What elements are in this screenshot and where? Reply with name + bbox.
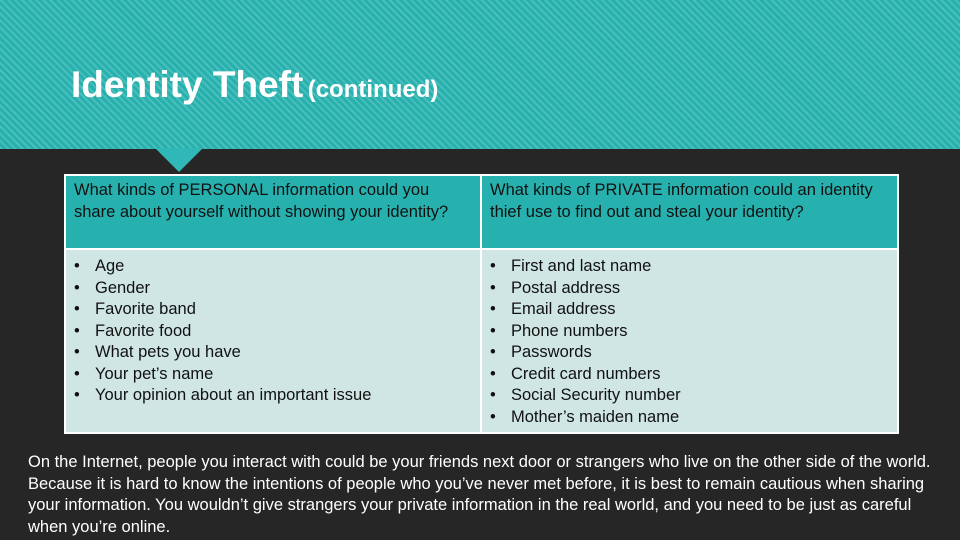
list-item: • Gender (74, 278, 472, 300)
list-item: • Phone numbers (490, 321, 889, 343)
list-item: • What pets you have (74, 342, 472, 364)
private-cell (481, 249, 898, 433)
list-item: • Social Security number (490, 385, 889, 407)
personal-cell (65, 249, 481, 433)
list-item: • Favorite food (74, 321, 472, 343)
table-body-row (65, 249, 898, 433)
body-paragraph: On the Internet, people you interact with could be your friends next door or strangers who live on the other side of the world. Because it is hard to know the intentions of people who you’ve never met before, it is best to remain cautious when sharing your information. You wouldn’t give strangers your private information in the real world, and you need to be just as careful when you’re online. (28, 453, 931, 536)
private-list (490, 256, 889, 428)
list-item: • Your pet’s name (74, 364, 472, 386)
title-sub: (continued) (307, 76, 439, 103)
list-item: • Postal address (490, 278, 889, 300)
table-header-row (65, 175, 898, 249)
personal-list (74, 256, 472, 407)
info-table (64, 174, 899, 434)
list-item: • First and last name (490, 256, 889, 278)
list-item: • Favorite band (74, 299, 472, 321)
list-item: • Passwords (490, 342, 889, 364)
title-main: Identity Theft (71, 64, 304, 105)
private-header: What kinds of PRIVATE information could an identity thief use to find out and steal your identity? (481, 175, 898, 249)
list-item: • Credit card numbers (490, 364, 889, 386)
list-item: • Email address (490, 299, 889, 321)
list-item: • Mother’s maiden name (490, 407, 889, 429)
list-item: • Age (74, 256, 472, 278)
list-item: • Your opinion about an important issue (74, 385, 472, 407)
slide-title (71, 64, 438, 106)
header-notch (155, 148, 203, 172)
personal-header: What kinds of PERSONAL information could you share about yourself without showing your identity? (65, 175, 481, 249)
